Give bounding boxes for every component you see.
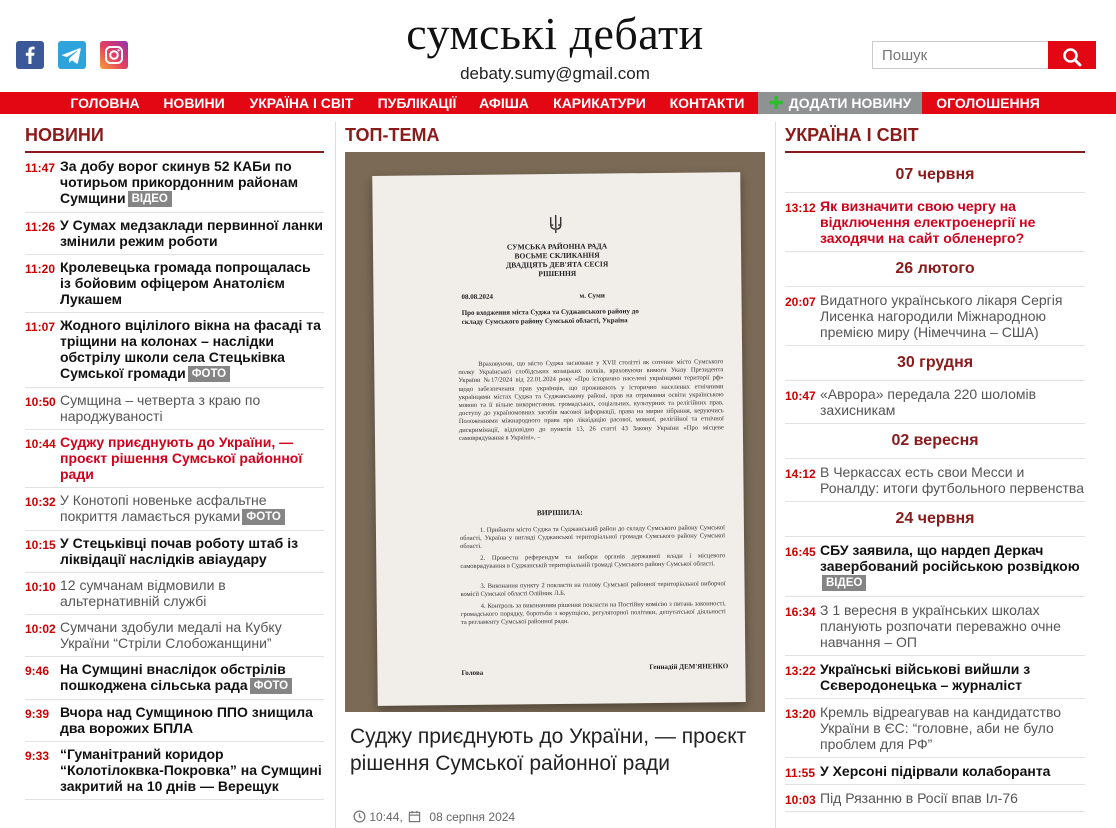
news-time: 10:44 xyxy=(25,437,56,451)
news-list-item[interactable] xyxy=(25,388,324,430)
world-section-title[interactable]: УКРАЇНА І СВІТ xyxy=(785,123,1085,153)
date-heading: 30 грудня xyxy=(785,346,1085,381)
news-headline[interactable]: Жодного вцілілого вікна на фасаді та тріщини на колонах – наслідки обстрілу школи села Стецьківка Сумської громади xyxy=(60,317,321,381)
doc-point-2: 2. Провести референдум та вибори органів державної влади і місцевого самоврядування в Суджанській територіальній громаді Сумського району Сумської області. xyxy=(460,552,726,571)
news-list-item[interactable] xyxy=(25,213,324,255)
news-headline[interactable]: Під Рязанню в Росії впав Іл-76 xyxy=(820,790,1018,806)
news-headline[interactable]: “Гуманітраний коридор “Колотілоквка-Покровка” на Сумщині закритий на 10 днів — Верещук xyxy=(60,746,322,794)
search-button[interactable] xyxy=(1048,41,1096,69)
date-heading: 26 лютого xyxy=(785,252,1085,287)
doc-point-4: 4. Контроль за виконанням рішення покласти на Постійну комісію з питань законності, громадського порядку, боротьби з корупцією, регуляторної політики, депутатської діяльності та регламенту Сумської районної ради. xyxy=(460,600,726,627)
search-input[interactable] xyxy=(872,41,1048,69)
news-section-title[interactable]: НОВИНИ xyxy=(25,123,324,153)
instagram-icon[interactable] xyxy=(100,41,128,69)
telegram-icon[interactable] xyxy=(58,41,86,69)
news-headline[interactable]: Як визначити свою чергу на відключення електроенергії не заходячи на сайт обленерго? xyxy=(820,198,1036,246)
doc-heading-1: СУМСЬКА РАЙОННА РАДА xyxy=(506,241,608,252)
news-headline[interactable]: Кремль відреагував на кандидатство України в ЄС: “головне, аби не було проблем для РФ” xyxy=(820,704,1062,752)
world-list-item[interactable] xyxy=(785,785,1085,812)
nav-news[interactable]: НОВИНИ xyxy=(163,95,225,111)
date-heading: 02 вересня xyxy=(785,424,1085,459)
trident-icon xyxy=(549,214,563,234)
world-list-item[interactable] xyxy=(785,597,1085,656)
news-time: 9:46 xyxy=(25,664,50,678)
news-headline[interactable]: Українські військові вийшли з Сєверодонецька – журналіст xyxy=(820,661,1031,693)
news-headline[interactable]: СБУ заявила, що нардеп Деркач завербований російською розвідкою xyxy=(820,542,1080,574)
clock-icon xyxy=(353,810,366,823)
news-headline[interactable]: У Херсоні підірвали колаборанта xyxy=(820,763,1051,779)
doc-city: м. Суми xyxy=(579,291,605,300)
news-headline[interactable]: На Сумщині внаслідок обстрілів пошкоджена сільська рада xyxy=(60,661,286,693)
doc-heading-2: ВОСЬМЕ СКЛИКАННЯ xyxy=(514,250,600,261)
facebook-icon[interactable] xyxy=(16,41,44,69)
nav-announcements[interactable]: ОГОЛОШЕННЯ xyxy=(936,95,1040,111)
media-badge: ВІДЕО xyxy=(128,191,172,207)
site-header xyxy=(0,0,1116,92)
doc-sign-left: Голова xyxy=(461,668,484,678)
media-badge: ФОТО xyxy=(250,678,292,694)
news-list-item[interactable] xyxy=(25,154,324,213)
news-time: 13:12 xyxy=(785,201,816,215)
news-headline[interactable]: В Черкассах есть свои Месси и Роналду: итоги футбольного первенства xyxy=(820,464,1084,496)
news-list-item[interactable] xyxy=(25,313,324,388)
news-list-item[interactable] xyxy=(25,573,324,615)
nav-afisha[interactable]: АФІША xyxy=(479,95,529,111)
news-time: 10:47 xyxy=(785,389,816,403)
world-list-item[interactable] xyxy=(785,459,1085,502)
news-time: 10:32 xyxy=(25,495,56,509)
news-headline[interactable]: У Сумах медзаклади первинної ланки змінили режим роботи xyxy=(60,217,323,249)
news-headline[interactable]: З 1 вересня в українських школах планують розпочати переважно очне навчання – ОП xyxy=(820,602,1061,650)
world-list xyxy=(785,158,1085,812)
top-section-title[interactable]: ТОП-ТЕМА xyxy=(345,125,440,145)
nav-home[interactable]: ГОЛОВНА xyxy=(70,95,140,111)
date-heading: 24 червня xyxy=(785,502,1085,537)
news-headline[interactable]: Видатного українського лікаря Сергія Лисенка нагородили Міжнародною премією миру (Німеччина – США) xyxy=(820,292,1063,340)
top-story-meta xyxy=(353,809,515,824)
news-time: 11:20 xyxy=(25,262,56,276)
news-headline[interactable]: У Стецьківці почав роботу штаб із ліквідації наслідків авіаудару xyxy=(60,535,299,567)
doc-point-1: 1. Прийняти місто Суджа та Суджанський район до складу Сумського району Сумської області, Україна у вигляді Суджанської територіальної громади Сумського району Сумської області. xyxy=(460,524,726,551)
news-time: 10:02 xyxy=(25,622,56,636)
news-list-item[interactable] xyxy=(25,742,324,800)
doc-date: 08.08.2024 xyxy=(461,292,494,302)
world-list-item[interactable] xyxy=(785,193,1085,252)
news-headline[interactable]: Сумщина – четверта з краю по народжуваності xyxy=(60,392,261,424)
top-story-headline[interactable]: Суджу приєднують до України, — проєкт рішення Сумської районної ради xyxy=(350,725,747,775)
world-list-item[interactable] xyxy=(785,699,1085,758)
doc-subject: Про входження міста Суджа та Суджанського району до складу Сумського району Сумської області, Україна xyxy=(461,307,639,326)
date-heading: 07 червня xyxy=(785,158,1085,193)
news-time: 9:39 xyxy=(25,707,50,721)
main-nav xyxy=(0,92,1116,114)
nav-contacts[interactable]: КОНТАКТИ xyxy=(669,95,745,111)
nav-ukraine-world[interactable]: УКРАЇНА І СВІТ xyxy=(249,95,354,111)
news-time: 10:10 xyxy=(25,580,56,594)
nav-add-news-label: ДОДАТИ НОВИНУ xyxy=(788,95,912,111)
news-headline[interactable]: 12 сумчанам відмовили в альтернативній службі xyxy=(60,577,226,609)
doc-sign-right: Геннадій ДЕМ'ЯНЕНКО xyxy=(649,662,729,672)
news-time: 10:50 xyxy=(25,395,56,409)
news-list xyxy=(25,154,324,800)
news-list-item[interactable] xyxy=(25,531,324,573)
media-badge: ФОТО xyxy=(242,509,284,525)
news-time: 16:34 xyxy=(785,605,816,619)
calendar-icon xyxy=(408,810,421,823)
nav-publications[interactable]: ПУБЛІКАЦІЇ xyxy=(377,95,457,111)
news-headline[interactable]: У Конотопі новеньке асфальтне покриття ламається руками xyxy=(60,492,267,524)
doc-point-3: 3. Виконання пункту 2 покласти на голову Сумської районної територіальної виборчої комісії Сумської області Олійник Л.Б. xyxy=(460,580,726,599)
world-list-item[interactable] xyxy=(785,537,1085,597)
document-photo xyxy=(372,172,746,706)
top-story-image[interactable] xyxy=(345,152,765,712)
news-list-item[interactable] xyxy=(25,488,324,531)
top-story-time: 10:44, xyxy=(369,809,403,824)
news-time: 10:03 xyxy=(785,793,816,807)
contact-email: debaty.sumy@gmail.com xyxy=(460,64,650,83)
news-list-item[interactable] xyxy=(25,700,324,742)
news-time: 9:33 xyxy=(25,749,50,763)
plus-icon: ✚ xyxy=(768,93,784,113)
column-divider xyxy=(775,122,776,828)
news-list-item[interactable] xyxy=(25,615,324,657)
news-headline[interactable]: За добу ворог скинув 52 КАБи по чотирьом прикордонним районам Сумщини xyxy=(60,158,299,206)
media-badge: ВІДЕО xyxy=(822,575,866,591)
doc-heading-4: РІШЕННЯ xyxy=(538,268,577,279)
world-list-item[interactable] xyxy=(785,758,1085,785)
doc-heading-3: ДВАДЦЯТЬ ДЕВ'ЯТА СЕСІЯ xyxy=(506,259,609,270)
world-list-item[interactable] xyxy=(785,287,1085,346)
doc-vyrishyla: ВИРІШИЛА: xyxy=(536,507,583,518)
site-logo[interactable]: сумські дебати xyxy=(406,8,704,59)
news-time: 20:07 xyxy=(785,295,816,309)
news-headline[interactable]: «Аврора» передала 220 шоломів захисникам xyxy=(820,386,1037,418)
news-headline[interactable]: Кролевецька громада попрощалась із бойовим офіцером Анатолієм Лукашем xyxy=(60,259,311,307)
news-headline[interactable]: Суджу приєднують до України, — проєкт рішення Сумської районної ради xyxy=(60,434,303,482)
news-time: 13:22 xyxy=(785,664,816,678)
news-list-item[interactable] xyxy=(25,255,324,313)
nav-add-news[interactable] xyxy=(758,92,922,114)
news-time: 14:12 xyxy=(785,467,816,481)
news-time: 13:20 xyxy=(785,707,816,721)
news-time: 10:15 xyxy=(25,538,56,552)
world-list-item[interactable] xyxy=(785,656,1085,699)
news-list-item[interactable] xyxy=(25,657,324,700)
nav-caricatures[interactable]: КАРИКАТУРИ xyxy=(553,95,646,111)
top-story-date: 08 серпня 2024 xyxy=(429,809,516,824)
news-headline[interactable]: Сумчани здобули медалі на Кубку України “Стріли Слобожанщини” xyxy=(60,619,282,651)
media-badge: ФОТО xyxy=(188,366,230,382)
news-time: 11:55 xyxy=(785,766,816,780)
search-icon xyxy=(1062,47,1082,67)
world-list-item[interactable] xyxy=(785,381,1085,424)
news-time: 11:26 xyxy=(25,220,56,234)
news-list-item[interactable] xyxy=(25,430,324,488)
news-time: 11:47 xyxy=(25,161,56,175)
news-time: 11:07 xyxy=(25,320,56,334)
doc-body: Враховуючи, що місто Суджа засноване у XVII столітті як сотенне місто Сумського полку Української слобідських козацьких полків, враховуючи вимоги Указу Президента України №17/2024 від 22.01.2024 року «Про історично населені українцями території рф» щодо забезпечення прав українців, що проживають у історично населених етнічними українцями містах Суджа та Суджанському районі, прав на отримання освіти українською мовою та її вільне використання, громадських, соціальних, культурних та релігійних прав, доступу до україномовних засобів масової інформації, права на мирне зібрання, керуючись Положеннями міжнародного права про ліквідацію расової, мовної, релігійної та етнічної дискримінації, відповідно до пунктів 13, 26 статті 43 Закону України «Про місцеве самоврядування в Україні», – xyxy=(458,358,724,442)
news-headline[interactable]: Вчора над Сумщиною ППО знищила два ворожих БПЛА xyxy=(60,704,313,736)
column-divider xyxy=(335,122,336,828)
news-time: 16:45 xyxy=(785,545,816,559)
